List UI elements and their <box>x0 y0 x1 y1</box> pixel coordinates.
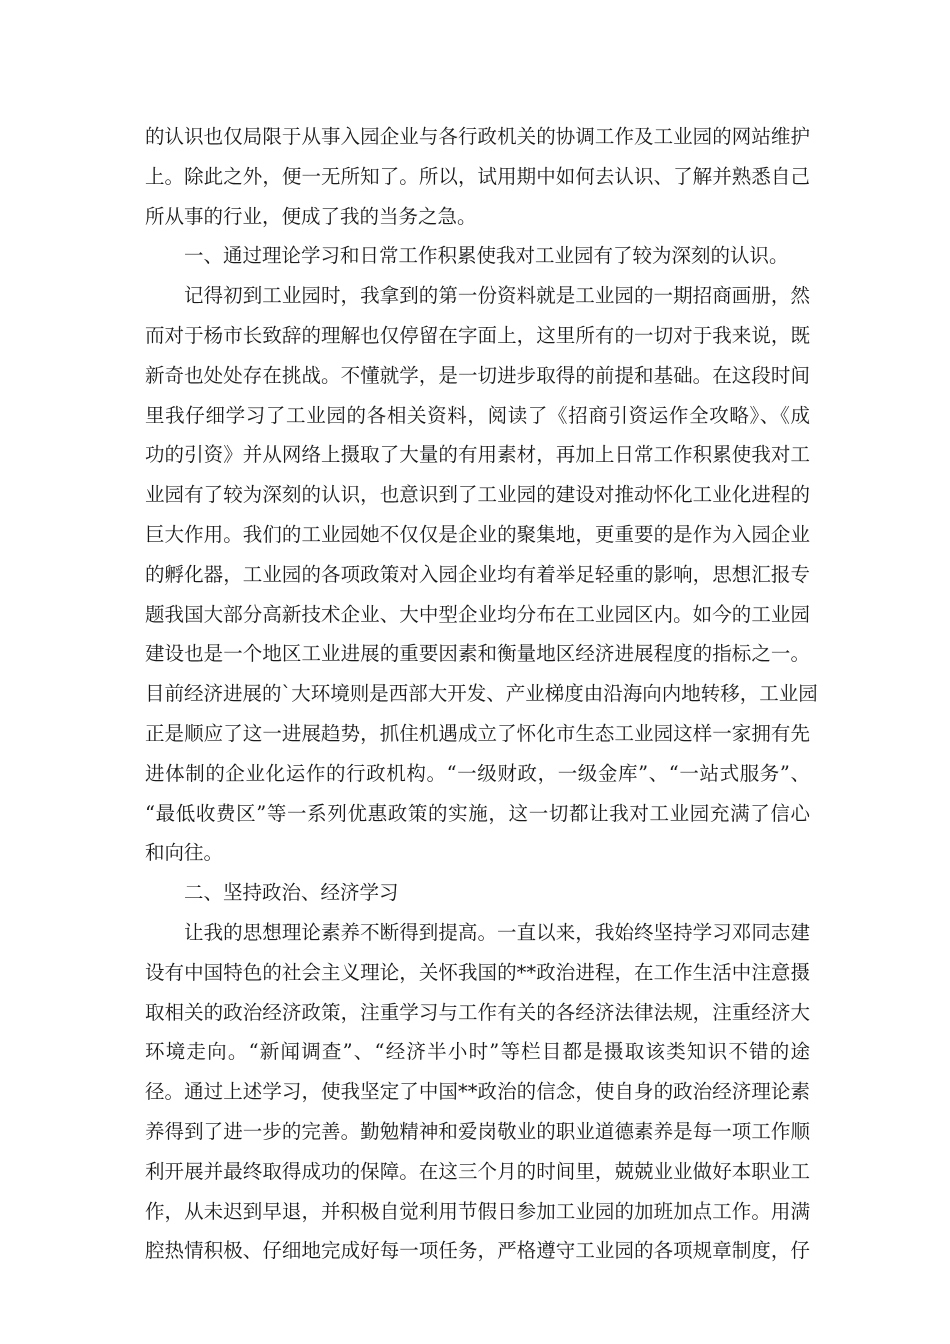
text-line: 正是顺应了这一进展趋势，抓住机遇成立了怀化市生态工业园这样一家拥有先 <box>145 721 810 745</box>
text-line: 腔热情积极、仔细地完成好每一项任务，严格遵守工业园的各项规章制度，仔 <box>145 1239 810 1263</box>
text-line: “最低收费区”等一系列优惠政策的实施，这一切都让我对工业园充满了信心 <box>145 801 810 825</box>
text-line: 新奇也处处存在挑战。不懂就学，是一切进步取得的前提和基础。在这段时间 <box>145 363 810 387</box>
text-line: 环境走向。“新闻调查”、“经济半小时”等栏目都是摄取该类知识不错的途 <box>145 1040 810 1064</box>
text-line: 里我仔细学习了工业园的各相关资料，阅读了《招商引资运作全攻略》、《成 <box>145 403 810 427</box>
text-line: 目前经济进展的`大环境则是西部大开发、产业梯度由沿海向内地转移，工业园 <box>145 682 818 706</box>
text-line: 巨大作用。我们的工业园她不仅仅是企业的聚集地，更重要的是作为入园企业 <box>145 522 810 546</box>
text-line: 业园有了较为深刻的认识，也意识到了工业园的建设对推动怀化工业化进程的 <box>145 483 810 507</box>
text-line: 上。除此之外，便一无所知了。所以，试用期中如何去认识、了解并熟悉自己 <box>145 164 810 188</box>
text-line: 和向往。 <box>145 841 224 865</box>
text-line: 的认识也仅局限于从事入园企业与各行政机关的协调工作及工业园的网站维护 <box>145 125 810 148</box>
text-line: 径。通过上述学习，使我坚定了中国**政治的信念，使自身的政治经济理论素 <box>145 1080 810 1104</box>
text-line: 利开展并最终取得成功的保障。在这三个月的时间里，兢兢业业做好本职业工 <box>145 1159 810 1183</box>
text-line: 建设也是一个地区工业进展的重要因素和衡量地区经济进展程度的指标之一。 <box>145 642 810 666</box>
paragraph-first-line: 二、坚持政治、经济学习 <box>184 881 399 905</box>
text-line: 题我国大部分高新技术企业、大中型企业均分布在工业园区内。如今的工业园 <box>145 602 810 626</box>
document-body <box>145 117 818 1271</box>
paragraph-first-line: 记得初到工业园时，我拿到的第一份资料就是工业园的一期招商画册，然 <box>184 284 810 308</box>
paragraph-first-line: 让我的思想理论素养不断得到提高。一直以来，我始终坚持学习邓同志建 <box>184 920 810 944</box>
text-line: 的孵化器，工业园的各项政策对入园企业均有着举足轻重的影响，思想汇报专 <box>145 562 810 586</box>
text-line: 功的引资》并从网络上摄取了大量的有用素材，再加上日常工作积累使我对工 <box>145 443 810 467</box>
text-line: 设有中国特色的社会主义理论，关怀我国的**政治进程，在工作生活中注意摄 <box>145 960 810 984</box>
text-line: 所从事的行业，便成了我的当务之急。 <box>145 204 477 228</box>
text-line: 进体制的企业化运作的行政机构。“一级财政，一级金库”、“一站式服务”、 <box>145 761 810 785</box>
text-line: 作，从未迟到早退，并积极自觉利用节假日参加工业园的加班加点工作。用满 <box>145 1199 810 1223</box>
paragraph-first-line: 一、通过理论学习和日常工作积累使我对工业园有了较为深刻的认识。 <box>184 244 789 268</box>
text-line: 取相关的政治经济政策，注重学习与工作有关的各经济法律法规，注重经济大 <box>145 1000 810 1024</box>
text-line: 而对于杨市长致辞的理解也仅停留在字面上，这里所有的一切对于我来说，既 <box>145 323 810 347</box>
text-line: 养得到了进一步的完善。勤勉精神和爱岗敬业的职业道德素养是每一项工作顺 <box>145 1119 810 1143</box>
